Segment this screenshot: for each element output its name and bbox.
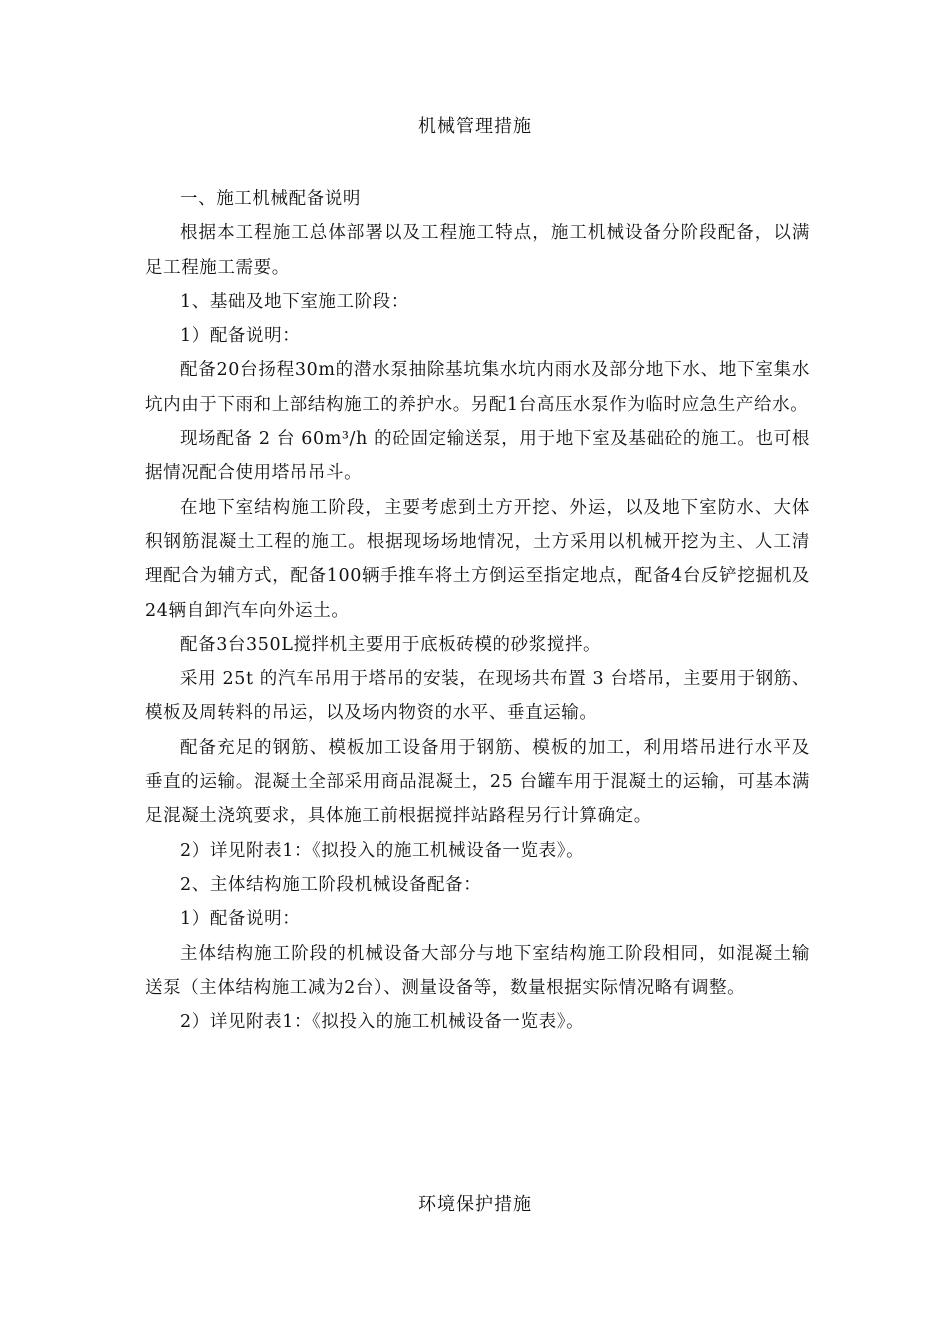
document-body [145,182,810,1039]
item-heading: 1）配备说明： [180,909,301,930]
paragraph: 主体结构施工阶段的机械设备大部分与地下室结构施工阶段相同，如混凝土输送泵（主体结构施工减为2台）、测量设备等，数量根据实际情况略有调整。 [145,943,810,998]
paragraph: 现场配备 2 台 60m³/h 的砼固定输送泵，用于地下室及基础砼的施工。也可根据情况配合使用塔吊吊斗。 [145,429,810,484]
page-title: 机械管理措施 [418,116,532,137]
paragraph: 配备3台350L搅拌机主要用于底板砖模的砂浆搅拌。 [180,634,602,655]
item-heading: 1）配备说明： [180,326,301,347]
paragraph: 根据本工程施工总体部署以及工程施工特点，施工机械设备分阶段配备，以满足工程施工需要。 [145,223,810,278]
subsection-heading: 2、主体结构施工阶段机械设备配备： [180,874,482,895]
section-heading: 一、施工机械配备说明 [180,189,361,209]
item-reference: 2）详见附表1：《拟投入的施工机械设备一览表》。 [180,840,585,861]
paragraph: 在地下室结构施工阶段，主要考虑到土方开挖、外运，以及地下室防水、大体积钢筋混凝土工程的施工。根据现场场地情况，土方采用以机械开挖为主、人工清理配合为辅方式，配备100辆手推车将土方倒运至指定地点，配备4台反铲挖掘机及24辆自卸汽车向外运土。 [145,497,810,621]
subsection-heading: 1、基础及地下室施工阶段： [180,291,409,312]
item-reference: 2）详见附表1：《拟投入的施工机械设备一览表》。 [180,1012,585,1033]
paragraph: 采用 25t 的汽车吊用于塔吊的安装，在现场共布置 3 台塔吊，主要用于钢筋、模板及周转料的吊运，以及场内物资的水平、垂直运输。 [145,669,810,724]
paragraph: 配备充足的钢筋、模板加工设备用于钢筋、模板的加工，利用塔吊进行水平及垂直的运输。混凝土全部采用商品混凝土，25 台罐车用于混凝土的运输，可基本满足混凝土浇筑要求，具体施工前根据搅拌站路程另行计算确定。 [145,737,810,827]
paragraph: 配备20台扬程30m的潜水泵抽除基坑集水坑内雨水及部分地下水、地下室集水坑内由于下雨和上部结构施工的养护水。另配1台高压水泵作为临时应急生产给水。 [145,360,810,415]
next-section-title: 环境保护措施 [418,1194,532,1215]
